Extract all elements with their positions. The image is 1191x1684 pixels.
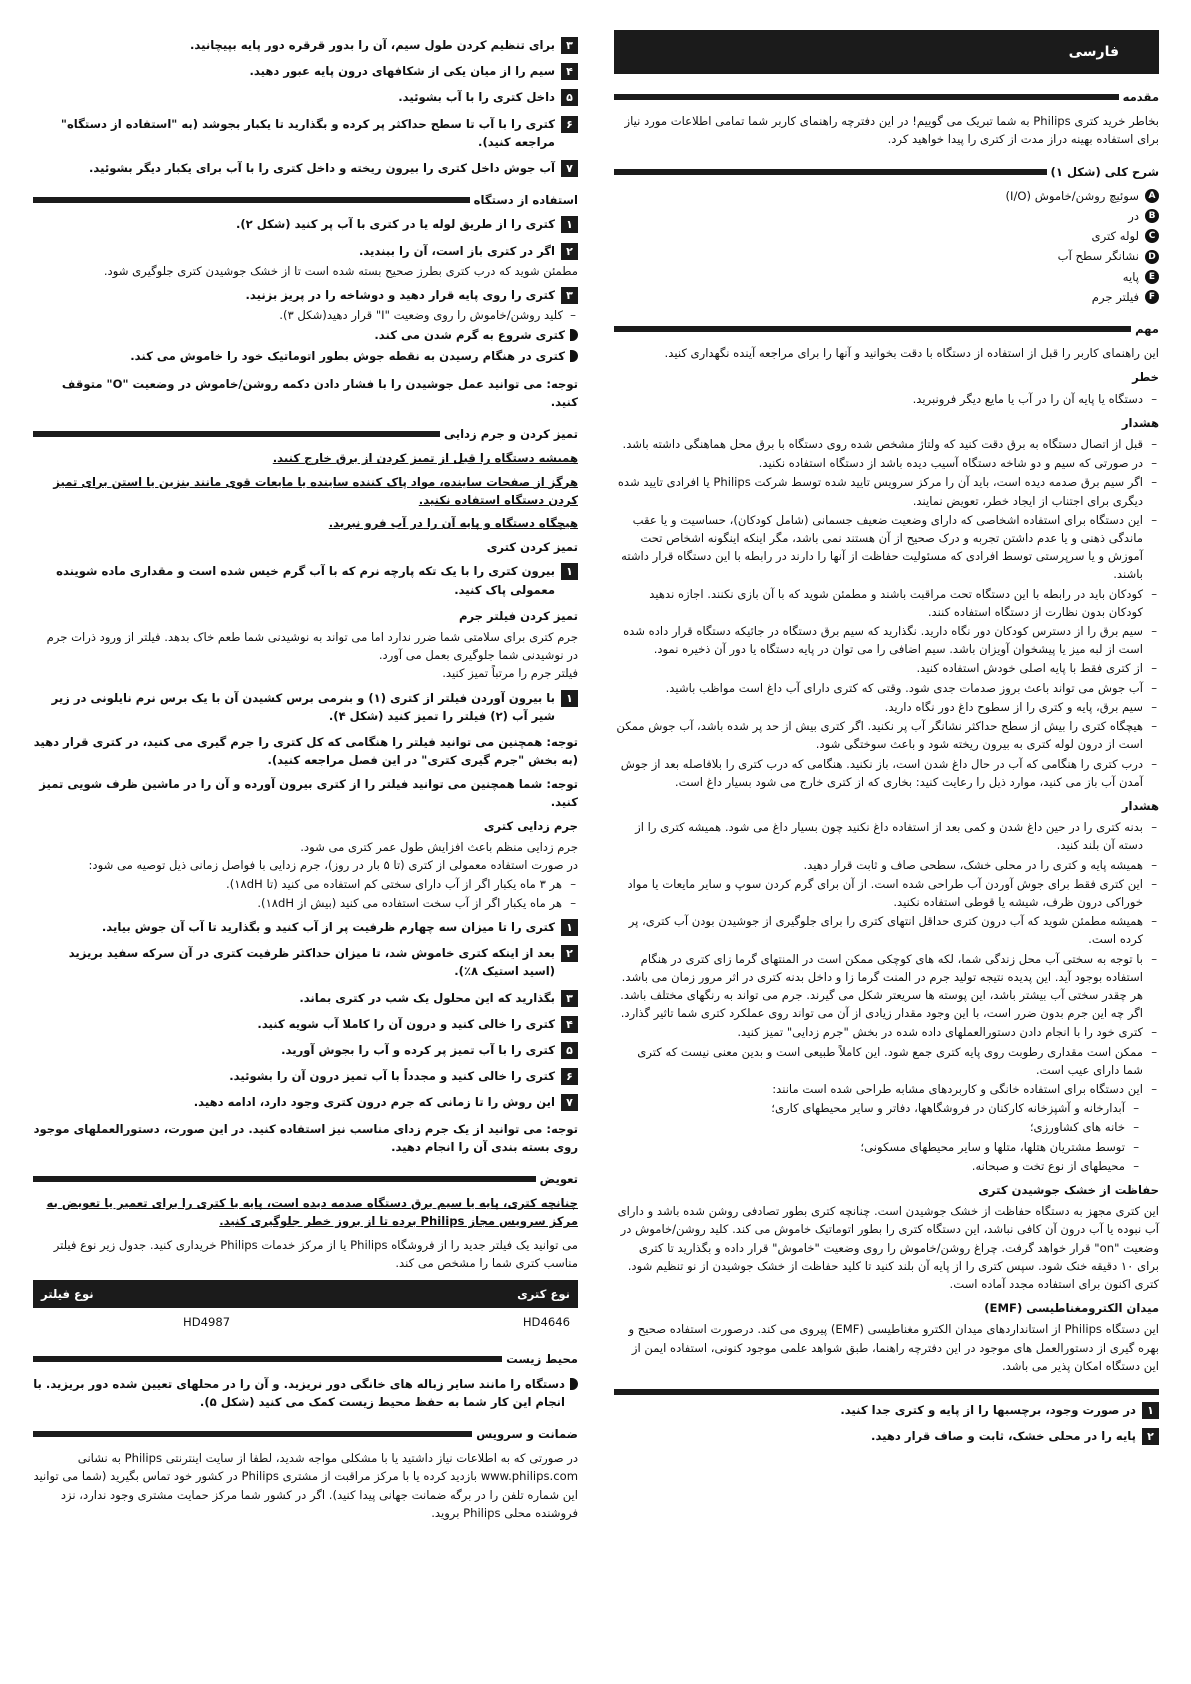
list-item: – این دستگاه برای استفاده خانگی و کاربردهای مشابه طراحی شده است مانند: <box>614 1080 1159 1098</box>
list-item: – با توجه به سختی آب محل زندگی شما، لکه های کوچکی ممکن است در المنتهای گرما زای کتری در هنگام استفاده بوجود آید. این پدیده نتیجه تولید جرم در المنت گرما زا و داخل بدنه کتری در اثر مرور زمان می باشد. هر چقدر سختی آب بیشتر باشد، این پوسته ها سریعتر شکل می گیرند. جرم می تواند به رنگهای مختلف باشد. اگر چه این جرم بدون ضرر است، با این وجود مقدار زیادی از آن می تواند روی عملکرد کتری شما تاثیر گذارد. <box>614 950 1159 1023</box>
danger-list <box>614 390 1159 408</box>
list-item: – کتری خود را با انجام دادن دستورالعملهای داده شده در بخش "جرم زدایی" تمیز کنید. <box>614 1023 1159 1041</box>
caution-list <box>614 818 1159 1175</box>
list-item: – اگر سیم برق صدمه دیده است، باید آن را مرکز سرویس تایید شده توسط شرکت Philips یا افرادی تایید شده دیگری برای اجتناب از ایجاد خطر، تعویض نمایند. <box>614 473 1159 509</box>
list-item: کتری در هنگام رسیدن به نقطه جوش بطور اتوماتیک خود را خاموش می کند. <box>33 347 578 365</box>
filter-text: فیلتر جرم را مرتباً تمیز کنید. <box>442 666 578 681</box>
environment-list <box>33 1375 578 1411</box>
list-item: – دستگاه یا پایه آن را در آب یا مایع دیگر فرونبرید. <box>614 390 1159 408</box>
list-item: – هیچگاه کتری را بیش از سطح حداکثر نشانگر آب پر نکنید. اگر کتری بیش از حد پر شده باشد، آب جوش ممکن است از درون لوله کتری به بیرون ریخته شود و باعث سوختگی شود. <box>614 717 1159 753</box>
section-heading-cleaning: تمیز کردن و جرم زدایی <box>33 425 578 443</box>
letter-b-badge: B <box>1145 209 1159 223</box>
list-item: – کلید روشن/خاموش را روی وضعیت "I" قرار دهید(شکل ۳). <box>279 308 576 323</box>
bullet-icon <box>570 1378 578 1390</box>
descaling-text: در صورت استفاده معمولی از کتری (تا ۵ بار در روز)، جرم زدایی با فواصل زمانی ذیل توصیه می شود: <box>88 858 578 873</box>
step-item: ۴ کتری را خالی کنید و درون آن را کاملا آب شویه کنید. <box>33 1015 578 1033</box>
intro-text: بخاطر خرید کتری Philips به شما تبریک می گوییم! در این دفترچه راهنمای کاربر شما تمامی اطلاعات مورد نیاز برای استفاده بهینه دراز مدت از کتری را پیدا خواهید کرد. <box>624 114 1159 147</box>
descaling-frequency-list <box>33 875 578 912</box>
kettle-cleaning-title: تمیز کردن کتری <box>486 540 578 555</box>
part-item: A سوئیچ روشن/خاموش (I/O) <box>614 187 1159 205</box>
step-item: ۷ این روش را تا زمانی که جرم درون کتری وجود دارد، ادامه دهید. <box>33 1093 578 1111</box>
filter-type-table <box>33 1280 578 1336</box>
danger-title: خطر <box>1132 370 1159 385</box>
step-item: ۳ کتری را روی پایه قرار دهید و دوشاخه را در پریز بزنید. <box>33 286 578 304</box>
section-heading-warranty: ضمانت و سرویس <box>33 1425 578 1443</box>
section-heading-important: مهم <box>614 320 1159 338</box>
step-item: ۶ کتری را با آب تا سطح حداکثر پر کرده و بگذارید تا یکبار بجوشد (به "استفاده از دستگاه" مراجعه کنید). <box>33 115 578 151</box>
step-item: ۳ بگذارید که این محلول یک شب در کتری بماند. <box>33 989 578 1007</box>
step-item: ۲ بعد از اینکه کتری خاموش شد، تا میزان حداکثر ظرفیت کتری در آن سرکه سفید بریزید (اسید استیک ۸٪). <box>33 944 578 980</box>
cleaning-note: توجه: شما همچنین می توانید فیلتر را از کتری بیرون آورده و آن را در ماشین ظرف شویی تمیز کنید. <box>39 776 578 809</box>
cleaning-warning: همیشه دستگاه را قبل از تمیز کردن از برق خارج کنید. <box>272 451 578 466</box>
list-item: – سیم برق را از دسترس کودکان دور نگاه دارید. نگذارید که سیم برق دستگاه در جائیکه دستگاه قرار داده شده است از لبه میز یا پیشخوان آویزان باشد. سیم اضافی را می توان در پایه دستگاه یا دور آن ذخیره نمود. <box>614 622 1159 658</box>
column-filter-type: نوع فیلتر <box>33 1280 441 1308</box>
list-item: – ممکن است مقداری رطوبت روی پایه کتری جمع شود. این کاملاً طبیعی است و بدین معنی نیست که کتری شما دارای عیب است. <box>614 1043 1159 1079</box>
step-item: ۵ داخل کتری را با آب بشوئید. <box>33 88 578 106</box>
cleaning-warning: هرگز از صفحات ساینده، مواد پاک کننده ساینده یا مایعات قوی مانند بنزین یا استن برای تمیز کردن دستگاه استفاده نکنید. <box>53 474 578 507</box>
section-heading-overview: شرح کلی (شکل ۱) <box>614 163 1159 181</box>
list-item: – همیشه مطمئن شوید که آب درون کتری حداقل انتهای کتری را برای جلوگیری از جوشیدن بودن آب کتری، پر کرده است. <box>614 912 1159 948</box>
section-heading-intro: مقدمه <box>614 88 1159 106</box>
emf-title: میدان الکترومغناطیسی (EMF) <box>984 1301 1159 1316</box>
cleaning-note: توجه: همچنین می توانید فیلتر را هنگامی که کل کتری را جرم گیری می کنید، در کتری قرار دهید (به بخش "جرم گیری کتری" در این فصل مراجعه کنید). <box>33 735 578 768</box>
list-item: – این دستگاه برای استفاده اشخاصی که دارای وضعیت ضعیف جسمانی (شامل کودکان)، حساسیت و یا عقب ماندگی ذهنی و یا عدم داشتن تجربه و درک صحیح از آن هستند نمی باشد، مگر اینکه اینگونه اشخاص تحت آموزش و یا سرپرستی توسط افرادی که مسئولیت حفاظت از آنها را دارند در رابطه با این دستگاه قرار داشته باشند. <box>614 511 1159 584</box>
list-item: – بدنه کتری را در حین داغ شدن و کمی بعد از استفاده داغ نکنید چون بسیار داغ می شود. همیشه کتری را از دسته آن بلند کنید. <box>614 818 1159 854</box>
cleaning-warning: هیچگاه دستگاه و پایه آن را در آب فرو نبرید. <box>328 516 578 531</box>
kettle-type-cell: HD4646 <box>522 1315 570 1330</box>
section-heading-usage: استفاده از دستگاه <box>33 191 578 209</box>
section-heading-replacement: تعویض <box>33 1170 578 1188</box>
letter-c-badge: C <box>1145 229 1159 243</box>
replacement-warning: چنانچه کتری، پایه یا سیم برق دستگاه صدمه دیده است، پایه یا کتری را برای تعمیر یا تعویض به مرکز سرویس مجاز Philips برده تا از بروز خطر جلوگیری کنید. <box>46 1196 578 1229</box>
step-item: ۱ بیرون کتری را با یک تکه پارچه نرم که با آب گرم خیس شده است و مقداری ماده شوینده معمولی پاک کنید. <box>33 562 578 598</box>
usage-substeps <box>33 306 578 365</box>
list-item: – توسط مشتریان هتلها، متلها و سایر محیطهای مسکونی؛ <box>614 1138 1159 1156</box>
list-item: – هر ماه یکبار اگر از آب سخت استفاده می کنید (بیش از ۱۸dH). <box>33 894 578 912</box>
caution-title: هشدار <box>1121 798 1159 813</box>
list-item: – محیطهای از نوع تخت و صبحانه. <box>614 1157 1159 1175</box>
important-intro: این راهنمای کاربر را قبل از استفاده از دستگاه با دقت بخوانید و آنها را برای مراجعه آینده نگهداری کنید. <box>664 346 1159 361</box>
usage-note: مطمئن شوید که درب کتری بطرز صحیح بسته شده است تا از خشک جوشیدن کتری جلوگیری شود. <box>103 263 578 278</box>
section-heading-first-use <box>614 1389 1159 1395</box>
list-item: – از کتری فقط با پایه اصلی خودش استفاده کنید. <box>614 659 1159 677</box>
filter-text: جرم کتری برای سلامتی شما ضرر ندارد اما می تواند به نوشیدنی شما طعم خاک بدهد. فیلتر از ورود ذرات جرم در نوشیدنی شما جلوگیری بعمل می آورد. <box>46 630 578 663</box>
list-item: – خانه های کشاورزی؛ <box>614 1118 1159 1136</box>
step-item: ۷ آب جوش داخل کتری را بیرون ریخته و داخل کتری را با آب برای یکبار دیگر بشوئید. <box>33 159 578 177</box>
filter-cleaning-title: تمیز کردن فیلتر جرم <box>458 608 578 623</box>
letter-d-badge: D <box>1145 250 1159 264</box>
step-item: ۵ کتری را با آب تمیز پر کرده و آب را بجوش آورید. <box>33 1041 578 1059</box>
step-item: ۱ کتری را تا میزان سه چهارم ظرفیت پر از آب کنید و بگذارید تا آب آن جوش بیاید. <box>33 918 578 936</box>
part-item: B در <box>614 207 1159 225</box>
list-item: دستگاه را مانند سایر زباله های خانگی دور نریزید. و آن را در محلهای تعیین شده دور بریزید. با انجام این کار شما به حفظ محیط زیست کمک می کنید (شکل ۵). <box>33 1375 578 1411</box>
list-item: کتری شروع به گرم شدن می کند. <box>33 326 578 344</box>
list-item: – آب جوش می تواند باعث بروز صدمات جدی شود. وقتی که کتری دارای آب داغ است مواظب باشید. <box>614 679 1159 697</box>
usage-tip: توجه: می توانید عمل جوشیدن را با فشار دادن دکمه روشن/خاموش در وضعیت "O" متوقف کنید. <box>61 376 578 410</box>
descaling-text: جرم زدایی منظم باعث افزایش طول عمر کتری می شود. <box>300 840 578 855</box>
warning-list <box>614 435 1159 791</box>
dry-boil-title: حفاظت از خشک جوشیدن کتری <box>978 1182 1159 1197</box>
step-item: ۲ پایه را در محلی خشک، ثابت و صاف قرار دهید. <box>614 1427 1159 1445</box>
part-item: D نشانگر سطح آب <box>614 247 1159 265</box>
step-item: ۶ کتری را خالی کنید و مجدداً با آب تمیز درون آن را بشوئید. <box>33 1067 578 1085</box>
step-item: ۳ برای تنظیم کردن طول سیم، آن را بدور قرقره دور پایه بپیچانید. <box>33 36 578 54</box>
emf-text: این دستگاه Philips از استانداردهای میدان الکترو مغناطیسی (EMF) پیروی می کند. درصورت استفاده صحیح و بهره گیری از دستورالعمل های موجود در این دفترچه راهنما، طبق شواهد علمی موجود کنونی، استفاده ایمن از این دستگاه امکان پذیر می باشد. <box>628 1322 1159 1373</box>
descaling-note: توجه: می توانید از یک جرم زدای مناسب نیز استفاده کنید. در این صورت، دستورالعملهای موجود روی بسته بندی آن را انجام دهید. <box>33 1121 578 1154</box>
list-item: – درب کتری را هنگامی که آب در حال داغ شدن است، باز نکنید. هنگامی که درب کتری را بلافاصله بعد از جوش آمدن آب باز می کنید، موارد ذیل را رعایت کنید: بخاری که از کتری خارج می شود بسیار داغ است. <box>614 755 1159 791</box>
descaling-title: جرم زدایی کتری <box>483 818 578 833</box>
letter-a-badge: A <box>1145 189 1159 203</box>
dry-boil-text: این کتری مجهز به دستگاه حفاظت از خشک جوشیدن است. چنانچه کتری بطور تصادفی روشن شده باشد و دارای آب نبوده یا آب درون آن کافی نباشد، این دستگاه کتری را بطور اتوماتیک خاموش می کند. کلید روشن/خاموش در وضعیت "on" قرار خواهد گرفت. چراغ روشن/خاموش را روی وضعیت "خاموش" قرار داده و بگذارید تا کتری برای ۱۰ دقیقه خنک شود. سپس کتری را از پایه آن بلند کنید تا کلید حفاظت از خشک جوشیدن از نو تنظیم شود. کتری اکنون برای استفاده مجدد آماده است. <box>617 1204 1159 1291</box>
step-item: ۱ با بیرون آوردن فیلتر از کتری (۱) و بنرمی برس کشیدن آن با یک برس نرم نایلونی در زیر شیر آب (۲) فیلتر را تمیز کنید (شکل ۴). <box>33 689 578 725</box>
list-item: – در صورتی که سیم و دو شاخه دستگاه آسیب دیده باشد از دستگاه استفاده نکنید. <box>614 454 1159 472</box>
bullet-icon <box>570 329 578 341</box>
left-column <box>33 30 578 1527</box>
list-item: – همیشه پایه و کتری را در محلی خشک، سطحی صاف و ثابت قرار دهید. <box>614 856 1159 874</box>
section-heading-environment: محیط زیست <box>33 1350 578 1368</box>
list-item: – این کتری فقط برای جوش آوردن آب طراحی شده است. از آن برای گرم کردن سوپ و سایر مایعات یا مواد خوراکی درون ظرف، شیشه یا قوطی استفاده نکنید. <box>614 875 1159 911</box>
filter-type-cell: HD4987 <box>183 1315 231 1330</box>
table-header <box>33 1280 578 1308</box>
letter-f-badge: F <box>1145 290 1159 304</box>
list-item: – سیم برق، پایه و کتری را از سطوح داغ دور نگاه دارید. <box>614 698 1159 716</box>
part-item: E پایه <box>614 268 1159 286</box>
table-row <box>33 1308 578 1336</box>
bullet-icon <box>570 350 578 362</box>
language-banner: فارسی <box>614 30 1159 74</box>
part-item: C لوله کتری <box>614 227 1159 245</box>
letter-e-badge: E <box>1145 270 1159 284</box>
step-item: ۱ کتری را از طریق لوله یا در کتری با آب پر کنید (شکل ۲). <box>33 215 578 233</box>
step-item: ۱ در صورت وجود، برچسبها را از پایه و کتری جدا کنید. <box>614 1401 1159 1419</box>
parts-list <box>614 187 1159 306</box>
list-item: – آبدارخانه و آشپزخانه کارکنان در فروشگاهها، دفاتر و سایر محیطهای کاری؛ <box>614 1099 1159 1117</box>
list-item: – قبل از اتصال دستگاه به برق دقت کنید که ولتاژ مشخص شده روی دستگاه با برق محل هماهنگی داشته باشد. <box>614 435 1159 453</box>
column-kettle-type: نوع کتری <box>441 1280 578 1308</box>
list-item: – هر ۳ ماه یکبار اگر از آب دارای سختی کم استفاده می کنید (تا ۱۸dH). <box>33 875 578 893</box>
right-column <box>614 30 1159 1453</box>
part-item: F فیلتر جرم <box>614 288 1159 306</box>
step-item: ۴ سیم را از میان یکی از شکافهای درون پایه عبور دهید. <box>33 62 578 80</box>
list-item: – کودکان باید در رابطه با این دستگاه تحت مراقبت باشند و مطمئن شوید که با آن بازی نکنند. اجازه ندهید کودکان بدون نظارت از دستگاه استفاده کنند. <box>614 585 1159 621</box>
warning-title: هشدار <box>1121 415 1159 430</box>
step-item: ۲ اگر در کتری باز است، آن را ببندید. <box>33 242 578 260</box>
replacement-text: می توانید یک فیلتر جدید را از فروشگاه Philips یا از مرکز خدمات Philips خریداری کنید. جدول زیر نوع فیلتر مناسب کتری شما را مشخص می کند. <box>53 1237 578 1270</box>
warranty-text: در صورتی که به اطلاعات نیاز داشتید یا با مشکلی مواجه شدید، لطفا از سایت اینترنتی Philips به نشانی www.philips.com بازدید کرده یا با مرکز مراقبت از مشتری Philips در کشور خود تماس بگیرید (شما می توانید این شماره تلفن را در برگه ضمانت جهانی پیدا کنید). اگر در کشور شما مرکز حمایت مشتری وجود ندارد، نزد فروشنده محلی Philips بروید. <box>33 1451 578 1520</box>
